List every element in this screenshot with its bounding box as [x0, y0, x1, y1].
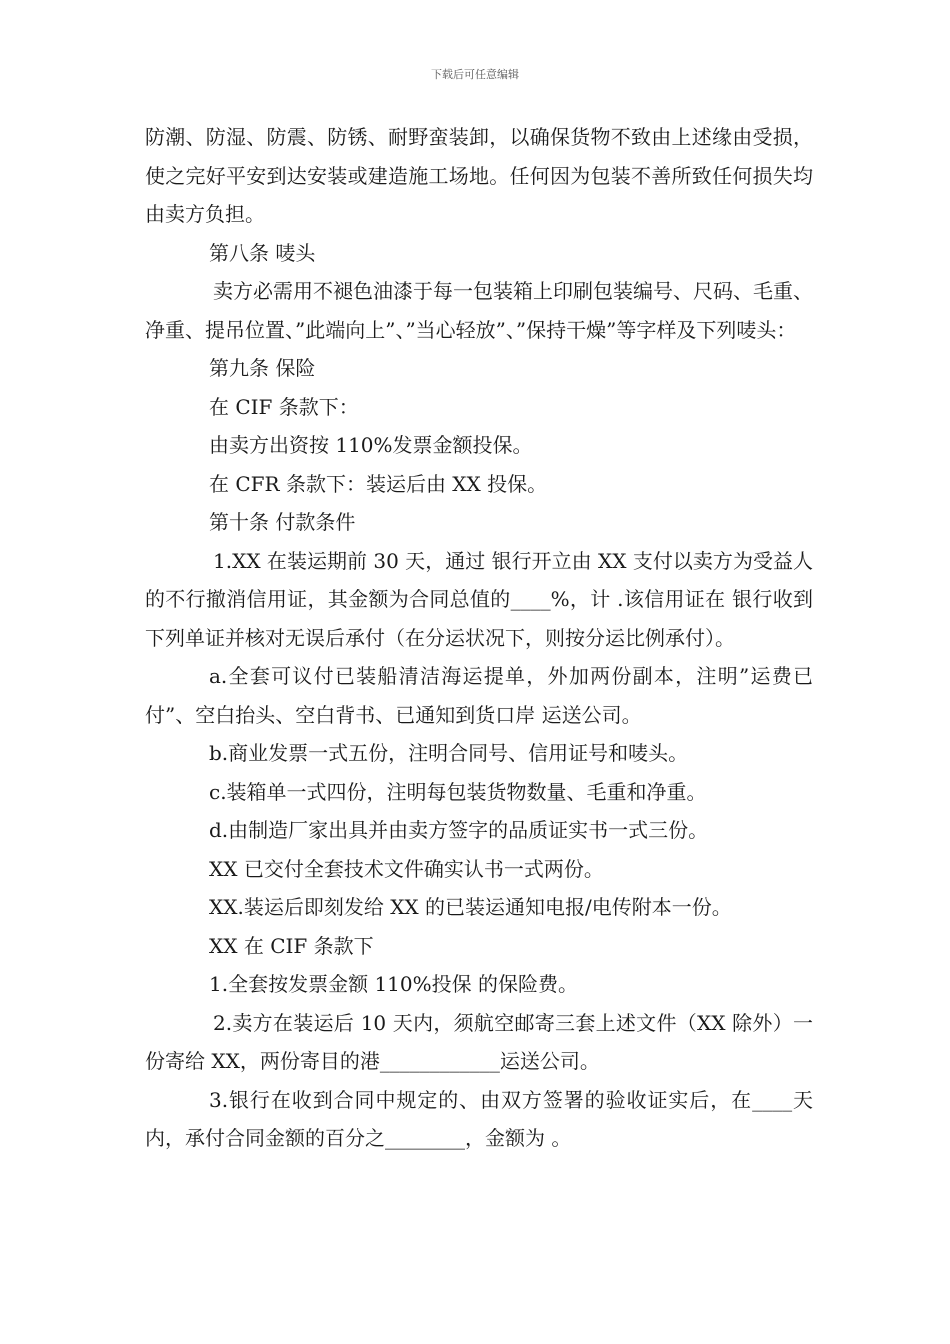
document-body [145, 118, 813, 1158]
paragraph: 卖方必需用不褪色油漆于每一包装箱上印刷包装编号、尺码、毛重、净重、提吊位置、”此端向上”、”当心轻放”、”保持干燥”等字样及下列唛头： [145, 279, 813, 342]
list-item: 2.卖方在装运后 10 天内，须航空邮寄三套上述文件（XX 除外）一份寄给 XX，两份寄目的港____________运送公司。 [145, 1010, 813, 1073]
paragraph: 在 CIF 条款下： [209, 394, 359, 419]
section-heading: 第九条 保险 [209, 356, 316, 380]
list-item: XX.装运后即刻发给 XX 的已装运通知电报/电传附本一份。 [209, 895, 732, 919]
list-item: 3.银行在收到合同中规定的、由双方签署的验收证实后，在____天内，承付合同金额的百分之________，金额为 。 [145, 1087, 813, 1150]
page-header: 下载后可任意编辑 [431, 68, 519, 81]
section-heading: 第十条 付款条件 [209, 510, 356, 534]
list-item: XX 已交付全套技术文件确实认书一式两份。 [209, 856, 604, 881]
paragraph: 由卖方出资按 110%发票金额投保。 [209, 433, 533, 457]
list-item: b.商业发票一式五份，注明合同号、信用证号和唛头。 [209, 741, 689, 765]
paragraph: XX 在 CIF 条款下 [209, 933, 374, 958]
paragraph: 1.XX 在装运期前 30 天，通过 银行开立由 XX 支付以卖方为受益人的不行撤消信用证，其金额为合同总值的____%，计 .该信用证在 银行收到下列单证并核对无误后承付（在分运状况下，则按分运比例承付）。 [145, 548, 813, 650]
list-item: a.全套可议付已装船清洁海运提单，外加两份副本，注明”运费已付”、空白抬头、空白背书、已通知到货口岸 运送公司。 [145, 664, 813, 727]
paragraph: 防潮、防湿、防震、防锈、耐野蛮装卸，以确保货物不致由上述缘由受损，使之完好平安到达安装或建造施工场地。任何因为包装不善所致任何损失均由卖方负担。 [145, 125, 813, 226]
list-item: 1.全套按发票金额 110%投保 的保险费。 [209, 972, 578, 996]
section-heading: 第八条 唛头 [209, 240, 316, 265]
paragraph: 在 CFR 条款下：装运后由 XX 投保。 [209, 471, 548, 496]
list-item: c.装箱单一式四份，注明每包装货物数量、毛重和净重。 [209, 779, 707, 804]
list-item: d.由制造厂家出具并由卖方签字的品质证实书一式三份。 [209, 818, 709, 842]
